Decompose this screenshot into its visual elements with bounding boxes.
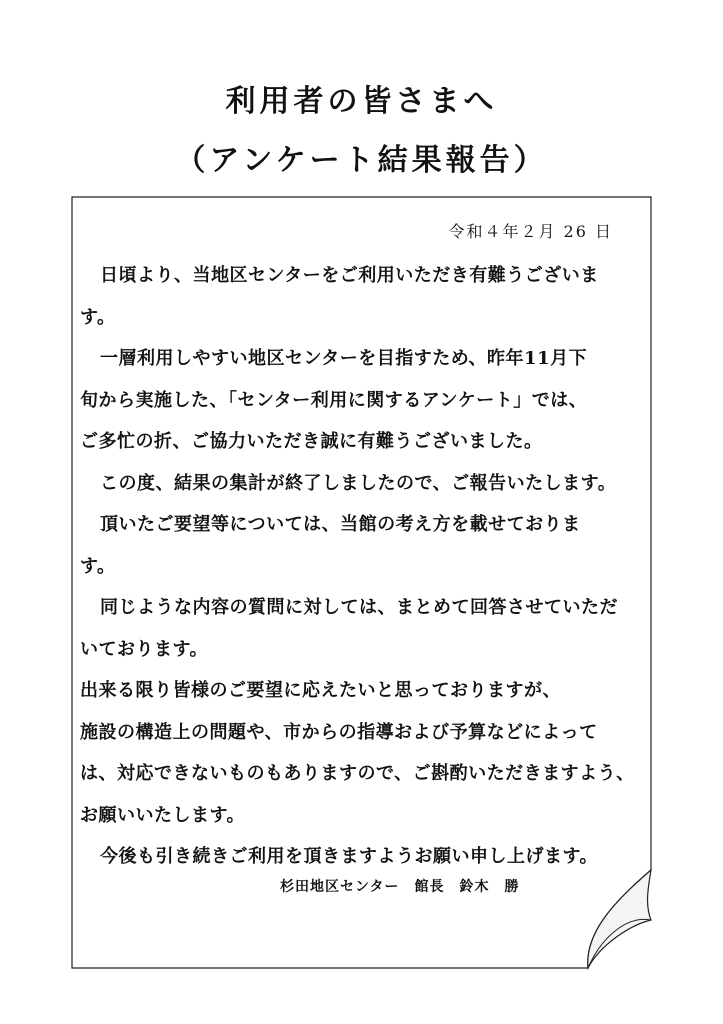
letter-body [80,255,640,878]
body-line: 旬から実施した、「センター利用に関するアンケート」では、 [80,389,588,411]
body-line: いております。 [80,638,209,660]
body-line: 頂いたご要望等については、当館の考え方を載せておりま [100,514,581,535]
page-subtitle: （アンケート結果報告） [175,143,548,178]
body-line: ご多忙の折、ご協力いただき誠に有難うございました。 [80,431,543,452]
body-line: この度、結果の集計が終了しましたので、ご報告いたします。 [100,472,617,494]
body-line: 一層利用しやすい地区センターを目指すため、昨年11月下 [100,348,588,369]
document-date: 令和４年２月 26 日 [448,222,613,241]
page-title: 利用者の皆さまへ [225,84,498,119]
signature: 杉田地区センター 館長 鈴木 勝 [280,879,520,895]
body-line: 日頃より、当地区センターをご利用いただき有難うございま [100,265,599,286]
body-line: 出来る限り皆様のご要望に応えたいと思っておりますが、 [80,680,561,701]
body-line: は、対応できないものもありますので、ご斟酌いただきますよう、 [80,763,635,784]
body-line: 施設の構造上の問題や、市からの指導および予算などによって [80,721,598,743]
body-line: お願いいたします。 [80,804,246,826]
body-line: す。 [80,555,116,577]
body-line: 同じような内容の質問に対しては、まとめて回答させていただ [100,597,618,618]
body-line: 今後も引き続きご利用を頂きますようお願い申し上げます。 [100,846,599,867]
body-line: す。 [80,306,116,328]
